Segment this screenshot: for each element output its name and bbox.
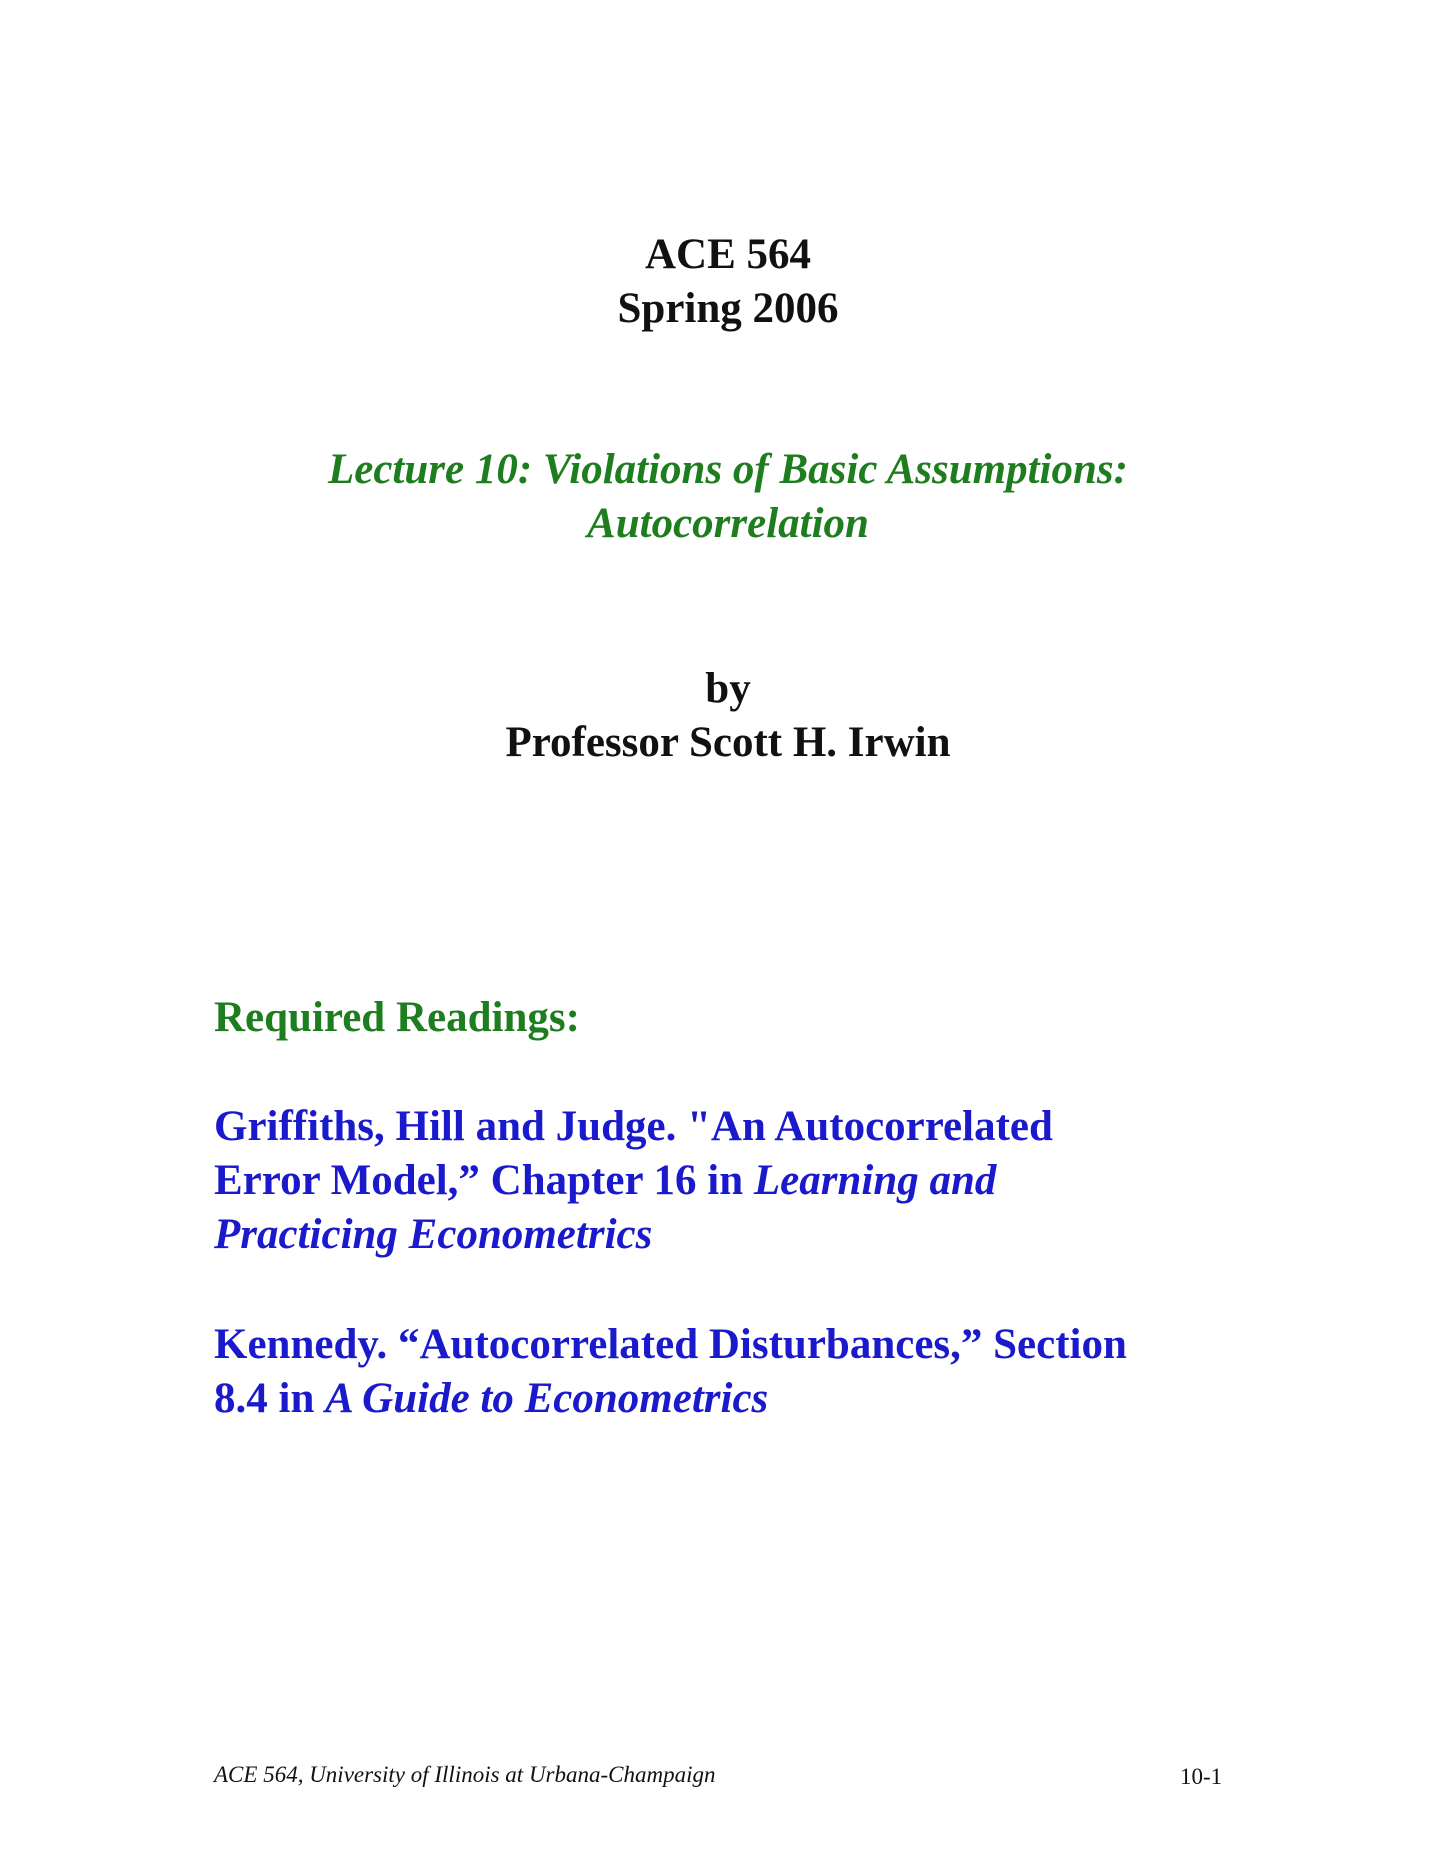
reading-1-line-3 xyxy=(214,1208,1254,1262)
required-readings-heading: Required Readings: xyxy=(214,994,580,1041)
lecture-title-line-1: Lecture 10: Violations of Basic Assumptions: xyxy=(328,446,1128,493)
reading-2-book-title: A Guide to Econometrics xyxy=(325,1375,769,1422)
course-code: ACE 564 xyxy=(644,231,812,278)
reading-2-line-1: Kennedy. “Autocorrelated Disturbances,” Section xyxy=(214,1321,1127,1368)
footer-page-number: 10-1 xyxy=(1180,1764,1223,1789)
reading-item-kennedy xyxy=(214,1318,1254,1426)
reading-1-line-2 xyxy=(214,1154,1254,1208)
reading-1-line-2-text: Error Model,” Chapter 16 in xyxy=(214,1157,754,1204)
footer-course-institution: ACE 564, University of Illinois at Urbana-Champaign xyxy=(214,1762,716,1787)
reading-1-line-1: Griffiths, Hill and Judge. "An Autocorrelated xyxy=(214,1103,1053,1150)
reading-1-book-title-part-2: Practicing Econometrics xyxy=(214,1211,653,1258)
author-name: Professor Scott H. Irwin xyxy=(505,719,951,766)
author-block xyxy=(0,662,1456,770)
course-term: Spring 2006 xyxy=(617,285,839,332)
lecture-title-line-2: Autocorrelation xyxy=(587,500,869,547)
reading-2-line-2 xyxy=(214,1372,1254,1426)
course-title-block xyxy=(0,228,1456,336)
reading-item-griffiths xyxy=(214,1100,1254,1262)
author-by: by xyxy=(705,665,751,712)
reading-2-line-2-text: 8.4 in xyxy=(214,1375,326,1422)
reading-1-book-title-part-1: Learning and xyxy=(753,1157,997,1204)
lecture-title-block xyxy=(0,443,1456,551)
